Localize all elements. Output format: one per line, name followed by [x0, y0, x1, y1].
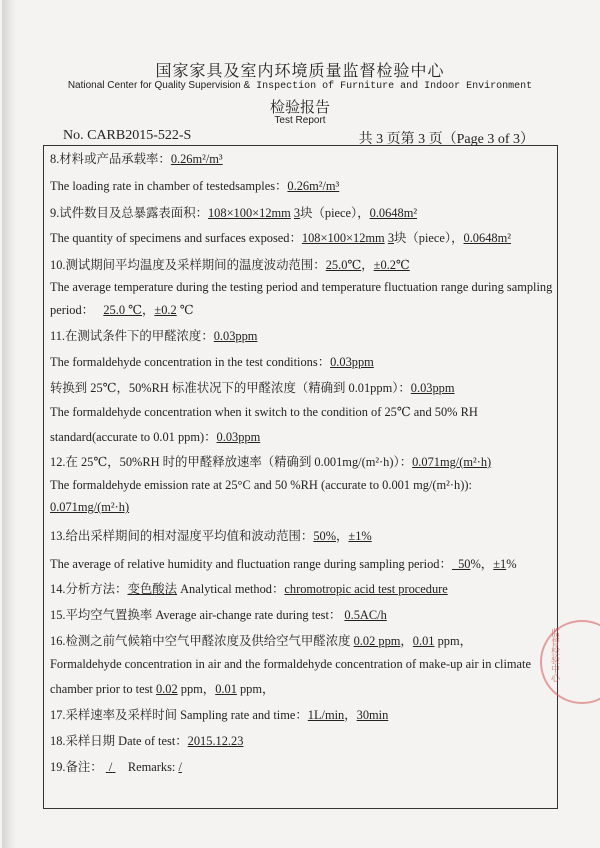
item-11-en-standard-line2: standard(accurate to 0.01 ppm)：0.03ppm	[50, 430, 261, 444]
item-11-zh-standard: 转换到 25℃，50%RH 标准状况下的甲醛浓度（精确到 0.01ppm）：0.03ppm	[50, 381, 455, 395]
item-10-en-line1: The average temperature during the testing period and temperature fluctuation range during sampling	[50, 280, 553, 294]
center-name-zh: 国家家具及室内环境质量监督检验中心	[155, 61, 445, 80]
center-name-en: National Center for Quality Supervision & Inspection of Furniture and Indoor Environment	[67, 80, 533, 92]
official-seal-text: 监督检验中心	[549, 628, 559, 682]
item-16-en-line1: Formaldehyde concentration in air and the formaldehyde concentration of make-up air in climate	[50, 657, 531, 671]
item-8-en: The loading rate in chamber of testedsamples：0.26m²/m³	[50, 179, 340, 193]
item-9-zh: 9.试件数目及总暴露表面积：108×100×12mm 3块（piece），0.0648m²	[50, 206, 418, 220]
item-16-zh: 16.检测之前气候箱中空气甲醛浓度及供给空气甲醛浓度 0.02 ppm，0.01 ppm，	[50, 634, 473, 648]
item-13-zh: 13.给出采样期间的相对湿度平均值和波动范围：50%，±1%	[50, 529, 372, 543]
item-16-en-line2: chamber prior to test 0.02 ppm，0.01 ppm，	[50, 682, 275, 696]
item-9-en: The quantity of specimens and surfaces exposed：108×100×12mm 3块（piece），0.0648m²	[50, 231, 511, 245]
report-title-en: Test Report	[274, 115, 326, 126]
item-10-en-line2: period： 25.0 ℃，±0.2 ℃	[50, 303, 194, 317]
item-10-zh: 10.测试期间平均温度及采样期间的温度波动范围：25.0℃，±0.2℃	[50, 258, 410, 272]
page-indicator: 共 3 页第 3 页（Page 3 of 3）	[358, 132, 534, 147]
item-18: 18.采样日期 Date of test：2015.12.23	[50, 734, 244, 748]
item-12-en-value: 0.071mg/(m²·h)	[50, 500, 130, 514]
report-number: No. CARB2015-522-S	[63, 128, 192, 143]
item-17: 17.采样速率及采样时间 Sampling rate and time：1L/min，30min	[50, 708, 389, 722]
item-12-zh: 12.在 25℃，50%RH 时的甲醛释放速率（精确到 0.001mg/(m²·h)）：0.071mg/(m²·h)	[50, 455, 492, 469]
item-8-zh: 8.材料或产品承载率：0.26m²/m³	[50, 152, 223, 166]
report-title-zh: 检验报告	[269, 98, 330, 116]
item-11-zh: 11.在测试条件下的甲醛浓度：0.03ppm	[50, 329, 258, 343]
item-19: 19.备注： / Remarks: /	[50, 760, 182, 774]
item-12-en: The formaldehyde emission rate at 25°C and 50 %RH (accurate to 0.001 mg/(m²·h)):	[50, 478, 472, 492]
item-11-en-standard-line1: The formaldehyde concentration when it switch to the condition of 25℃ and 50% RH	[50, 405, 478, 419]
item-15: 15.平均空气置换率 Average air-change rate during test： 0.5AC/h	[50, 608, 387, 622]
item-11-en: The formaldehyde concentration in the test conditions：0.03ppm	[50, 355, 374, 369]
item-14: 14.分析方法：变色酸法 Analytical method：chromotropic acid test procedure	[50, 582, 448, 596]
item-13-en: The average of relative humidity and fluctuation range during sampling period： 50%，±1%	[50, 557, 517, 571]
scan-edge	[2, 0, 16, 848]
